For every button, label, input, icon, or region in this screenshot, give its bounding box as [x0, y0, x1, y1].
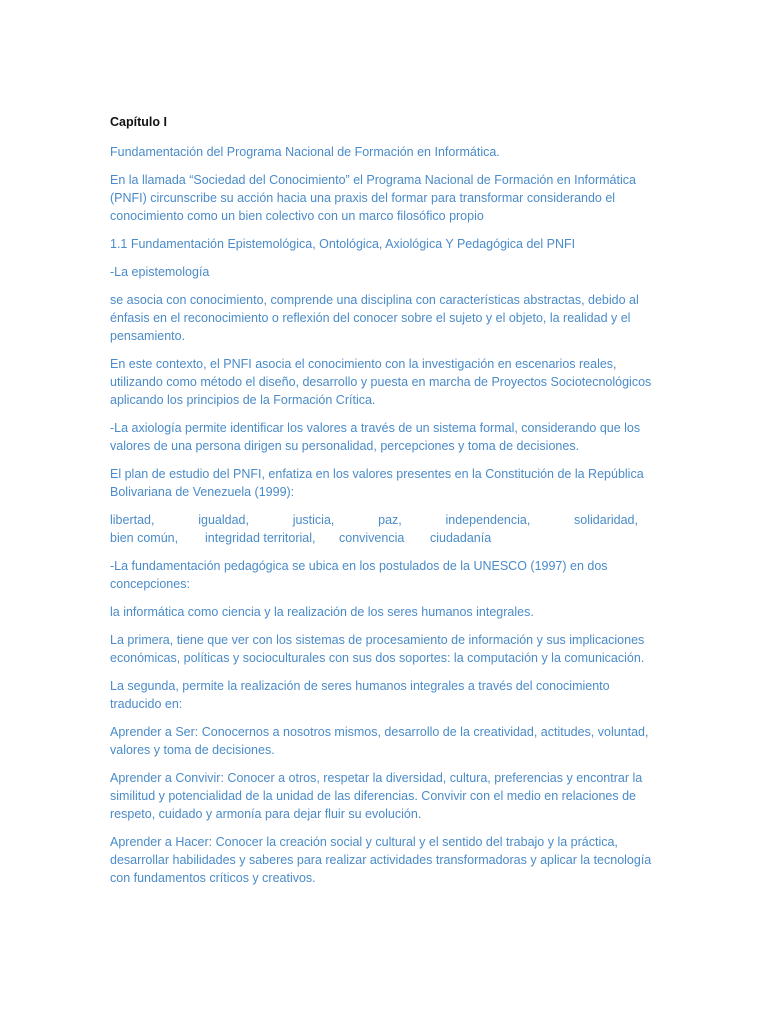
value-item: paz, [378, 513, 402, 527]
section-heading: Fundamentación del Programa Nacional de Formación en Informática. [110, 145, 500, 159]
context-paragraph: En este contexto, el PNFI asocia el conocimiento con la investigación en escenarios reales, utilizando como método el diseño, desarrollo y puesta en marcha de Proyectos Sociotecnológicos aplicando los principios de la Formación Crítica. [110, 357, 652, 407]
value-item: bien común, [110, 531, 179, 545]
learn-to-coexist-paragraph: Aprender a Convivir: Conocer a otros, respetar la diversidad, cultura, preferencias y encontrar la similitud y potencialidad de la unidad de las diferencias. Convivir con el medio en relaciones de respeto, cuidado y armonía para dejar fluir su evolución. [110, 771, 643, 821]
value-item: justicia, [292, 513, 335, 527]
learn-to-be-paragraph: Aprender a Ser: Conocernos a nosotros mismos, desarrollo de la creatividad, actitudes, voluntad, valores y toma de decisiones. [110, 725, 649, 757]
learn-to-do-paragraph: Aprender a Hacer: Conocer la creación social y cultural y el sentido del trabajo y la práctica, desarrollar habilidades y saberes para realizar actividades transformadoras y aplicar la tecnología con fundamentos críticos y creativos. [110, 835, 652, 885]
first-conception-paragraph: La primera, tiene que ver con los sistemas de procesamiento de información y sus implicaciones económicas, políticas y socioculturales con sus dos soportes: la computación y la comunicación. [110, 633, 645, 665]
chapter-title: Capítulo I [110, 115, 167, 129]
intro-paragraph: En la llamada “Sociedad del Conocimiento” el Programa Nacional de Formación en Informática (PNFI) circunscribe su acción hacia una praxis del formar para transformar considerando el conocimiento como un bien colectivo con un marco filosófico propio [110, 173, 636, 223]
axiology-paragraph: -La axiología permite identificar los valores a través de un sistema formal, considerando que los valores de una persona dirigen su personalidad, percepciones y toma de decisiones. [110, 421, 641, 453]
value-item: integridad territorial, [205, 531, 316, 545]
value-item: solidaridad, [574, 513, 638, 527]
second-conception-paragraph: La segunda, permite la realización de seres humanos integrales a través del conocimiento traducido en: [110, 679, 610, 711]
value-item: independencia, [445, 513, 531, 527]
value-item: convivencia [339, 531, 405, 545]
subsection-heading: 1.1 Fundamentación Epistemológica, Ontológica, Axiológica Y Pedagógica del PNFI [110, 237, 576, 251]
epistemology-heading: -La epistemología [110, 265, 210, 279]
values-row-2 [110, 529, 655, 547]
informatics-paragraph: la informática como ciencia y la realización de los seres humanos integrales. [110, 605, 534, 619]
value-item: ciudadanía [430, 531, 492, 545]
values-row-1 [110, 511, 638, 529]
value-item: igualdad, [198, 513, 249, 527]
study-plan-paragraph: El plan de estudio del PNFI, enfatiza en los valores presentes en la Constitución de la República Bolivariana de Venezuela (1999): [110, 467, 644, 499]
values-list [110, 511, 655, 547]
document-page [110, 113, 655, 897]
epistemology-paragraph: se asocia con conocimiento, comprende una disciplina con características abstractas, debido al énfasis en el reconocimiento o reflexión del conocer sobre el sujeto y el objeto, la realidad y el pensamiento. [110, 293, 639, 343]
pedagogy-paragraph: -La fundamentación pedagógica se ubica en los postulados de la UNESCO (1997) en dos concepciones: [110, 559, 608, 591]
value-item: libertad, [110, 513, 155, 527]
